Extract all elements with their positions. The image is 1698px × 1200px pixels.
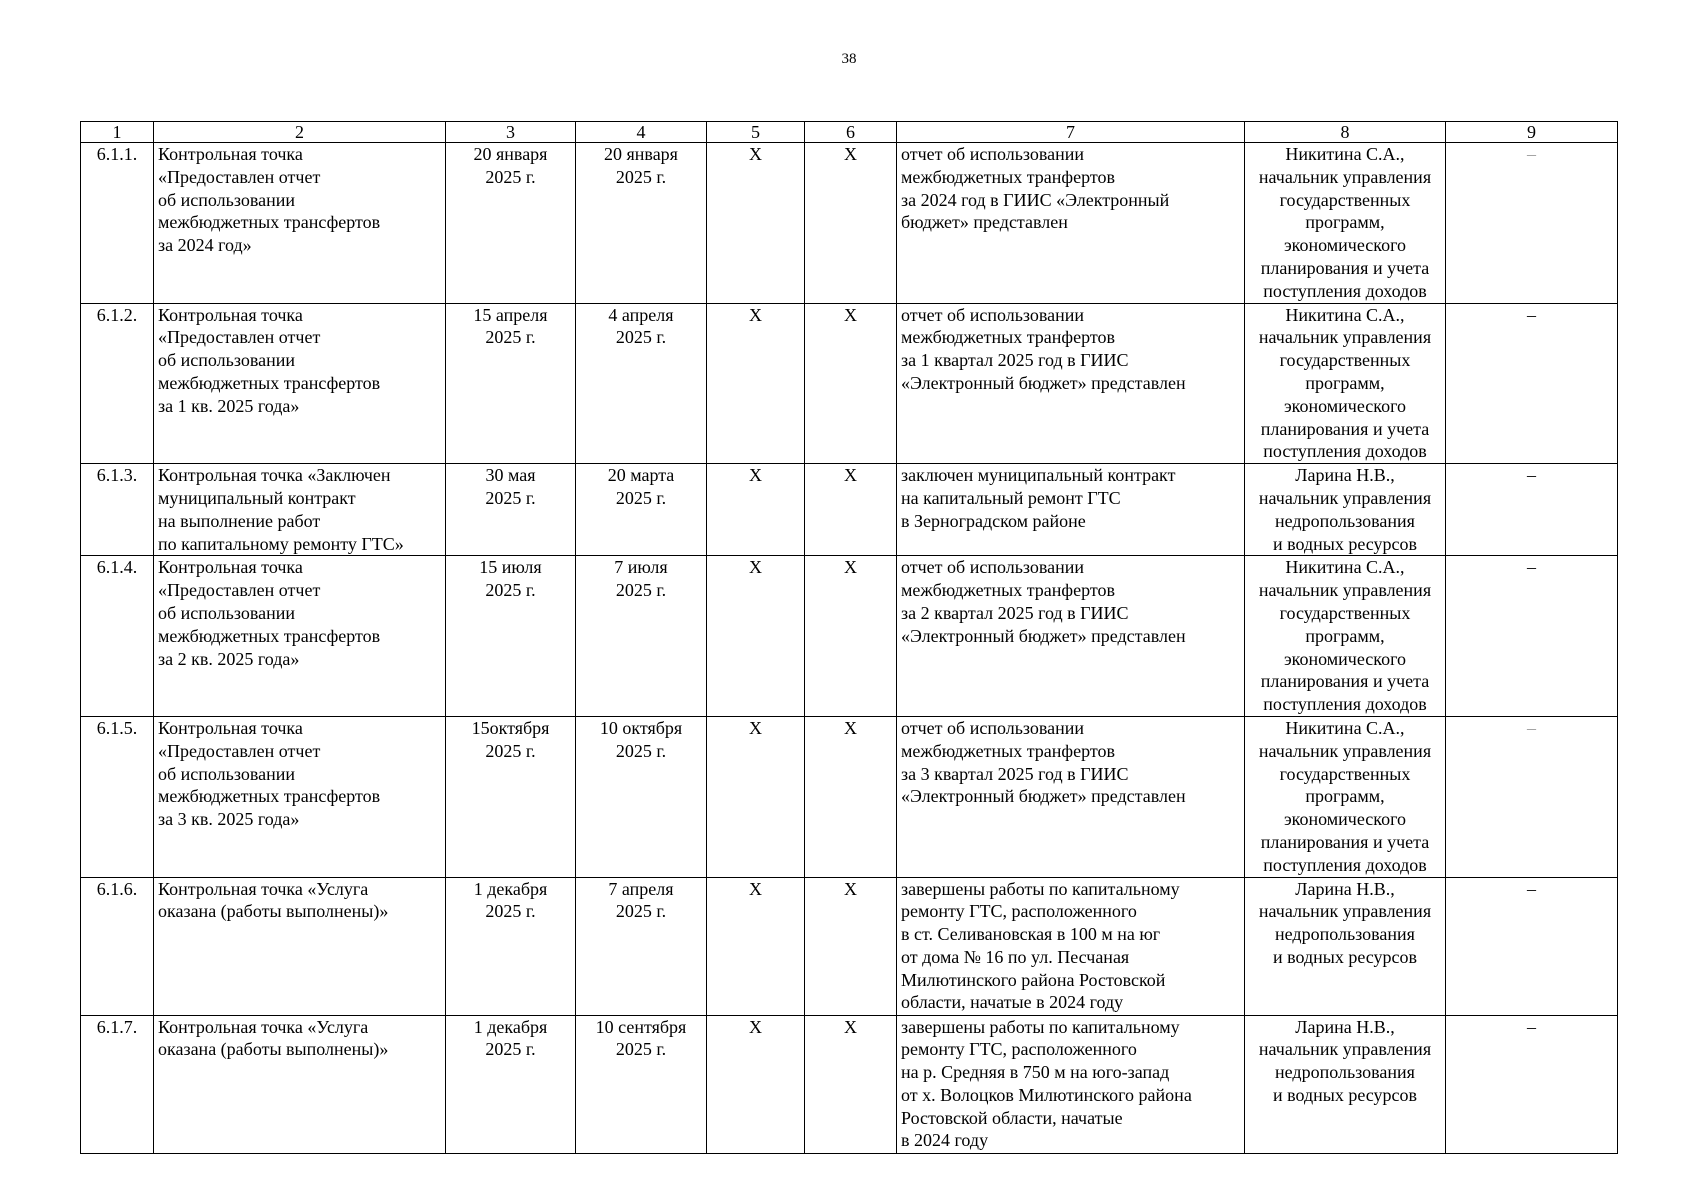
row-number: 6.1.1. xyxy=(81,143,154,304)
table-header-row xyxy=(81,122,1618,143)
table-row xyxy=(81,716,1618,877)
control-point-name: Контрольная точка «Предоставлен отчет об использовании межбюджетных трансфертов за 1 кв. 2025 года» xyxy=(154,303,446,464)
col5-mark: Х xyxy=(707,303,805,464)
row-number: 6.1.6. xyxy=(81,877,154,1015)
planned-date: 15октября 2025 г. xyxy=(446,716,576,877)
header-col-8: 8 xyxy=(1245,122,1446,143)
row-number: 6.1.2. xyxy=(81,303,154,464)
actual-date: 7 апреля 2025 г. xyxy=(576,877,707,1015)
col5-mark: Х xyxy=(707,716,805,877)
table-row xyxy=(81,143,1618,304)
row-number: 6.1.7. xyxy=(81,1015,154,1153)
responsible-person: Никитина С.А., начальник управления государственных программ, экономического планирования и учета поступления доходов xyxy=(1245,143,1446,304)
col9-dash: – xyxy=(1446,716,1618,877)
result-text: отчет об использовании межбюджетных транфертов за 2024 год в ГИИС «Электронный бюджет» представлен xyxy=(897,143,1245,304)
responsible-person: Никитина С.А., начальник управления государственных программ, экономического планирования и учета поступления доходов xyxy=(1245,556,1446,717)
actual-date: 10 октября 2025 г. xyxy=(576,716,707,877)
header-col-5: 5 xyxy=(707,122,805,143)
responsible-person: Ларина Н.В., начальник управления недропользования и водных ресурсов xyxy=(1245,877,1446,1015)
control-point-name: Контрольная точка «Услуга оказана (работы выполнены)» xyxy=(154,1015,446,1153)
col6-mark: Х xyxy=(805,303,897,464)
col6-mark: Х xyxy=(805,877,897,1015)
control-point-name: Контрольная точка «Заключен муниципальный контракт на выполнение работ по капитальному ремонту ГТС» xyxy=(154,464,446,556)
actual-date: 20 марта 2025 г. xyxy=(576,464,707,556)
responsible-person: Никитина С.А., начальник управления государственных программ, экономического планирования и учета поступления доходов xyxy=(1245,303,1446,464)
col5-mark: Х xyxy=(707,143,805,304)
control-point-name: Контрольная точка «Услуга оказана (работы выполнены)» xyxy=(154,877,446,1015)
col9-dash: – xyxy=(1446,143,1618,304)
row-number: 6.1.4. xyxy=(81,556,154,717)
table-row xyxy=(81,1015,1618,1153)
col9-dash: – xyxy=(1446,303,1618,464)
control-points-table xyxy=(80,121,1618,1154)
col6-mark: Х xyxy=(805,1015,897,1153)
table-row xyxy=(81,556,1618,717)
col9-dash: – xyxy=(1446,556,1618,717)
responsible-person: Никитина С.А., начальник управления государственных программ, экономического планирования и учета поступления доходов xyxy=(1245,716,1446,877)
header-col-3: 3 xyxy=(446,122,576,143)
header-col-6: 6 xyxy=(805,122,897,143)
result-text: отчет об использовании межбюджетных транфертов за 2 квартал 2025 год в ГИИС «Электронный бюджет» представлен xyxy=(897,556,1245,717)
planned-date: 1 декабря 2025 г. xyxy=(446,877,576,1015)
planned-date: 15 июля 2025 г. xyxy=(446,556,576,717)
actual-date: 20 января 2025 г. xyxy=(576,143,707,304)
result-text: завершены работы по капитальному ремонту ГТС, расположенного в ст. Селивановская в 100 м на юг от дома № 16 по ул. Песчаная Милютинского района Ростовской области, начатые в 2024 году xyxy=(897,877,1245,1015)
control-point-name: Контрольная точка «Предоставлен отчет об использовании межбюджетных трансфертов за 2 кв. 2025 года» xyxy=(154,556,446,717)
table-row xyxy=(81,303,1618,464)
row-number: 6.1.3. xyxy=(81,464,154,556)
actual-date: 4 апреля 2025 г. xyxy=(576,303,707,464)
actual-date: 7 июля 2025 г. xyxy=(576,556,707,717)
header-col-2: 2 xyxy=(154,122,446,143)
col6-mark: Х xyxy=(805,556,897,717)
header-col-9: 9 xyxy=(1446,122,1618,143)
planned-date: 30 мая 2025 г. xyxy=(446,464,576,556)
col5-mark: Х xyxy=(707,464,805,556)
result-text: отчет об использовании межбюджетных транфертов за 3 квартал 2025 год в ГИИС «Электронный бюджет» представлен xyxy=(897,716,1245,877)
col6-mark: Х xyxy=(805,464,897,556)
table-row xyxy=(81,464,1618,556)
col5-mark: Х xyxy=(707,556,805,717)
col6-mark: Х xyxy=(805,143,897,304)
row-number: 6.1.5. xyxy=(81,716,154,877)
result-text: отчет об использовании межбюджетных транфертов за 1 квартал 2025 год в ГИИС «Электронный бюджет» представлен xyxy=(897,303,1245,464)
col5-mark: Х xyxy=(707,1015,805,1153)
result-text: заключен муниципальный контракт на капитальный ремонт ГТС в Зерноградском районе xyxy=(897,464,1245,556)
control-point-name: Контрольная точка «Предоставлен отчет об использовании межбюджетных трансфертов за 3 кв. 2025 года» xyxy=(154,716,446,877)
col9-dash: – xyxy=(1446,1015,1618,1153)
planned-date: 1 декабря 2025 г. xyxy=(446,1015,576,1153)
col9-dash: – xyxy=(1446,464,1618,556)
responsible-person: Ларина Н.В., начальник управления недропользования и водных ресурсов xyxy=(1245,1015,1446,1153)
control-point-name: Контрольная точка «Предоставлен отчет об использовании межбюджетных трансфертов за 2024 год» xyxy=(154,143,446,304)
header-col-1: 1 xyxy=(81,122,154,143)
page-number: 38 xyxy=(841,51,857,67)
col5-mark: Х xyxy=(707,877,805,1015)
table-row xyxy=(81,877,1618,1015)
responsible-person: Ларина Н.В., начальник управления недропользования и водных ресурсов xyxy=(1245,464,1446,556)
result-text: завершены работы по капитальному ремонту ГТС, расположенного на р. Средняя в 750 м на юго-запад от х. Волоцков Милютинского района Ростовской области, начатые в 2024 году xyxy=(897,1015,1245,1153)
planned-date: 15 апреля 2025 г. xyxy=(446,303,576,464)
col6-mark: Х xyxy=(805,716,897,877)
header-col-7: 7 xyxy=(897,122,1245,143)
actual-date: 10 сентября 2025 г. xyxy=(576,1015,707,1153)
header-col-4: 4 xyxy=(576,122,707,143)
col9-dash: – xyxy=(1446,877,1618,1015)
planned-date: 20 января 2025 г. xyxy=(446,143,576,304)
